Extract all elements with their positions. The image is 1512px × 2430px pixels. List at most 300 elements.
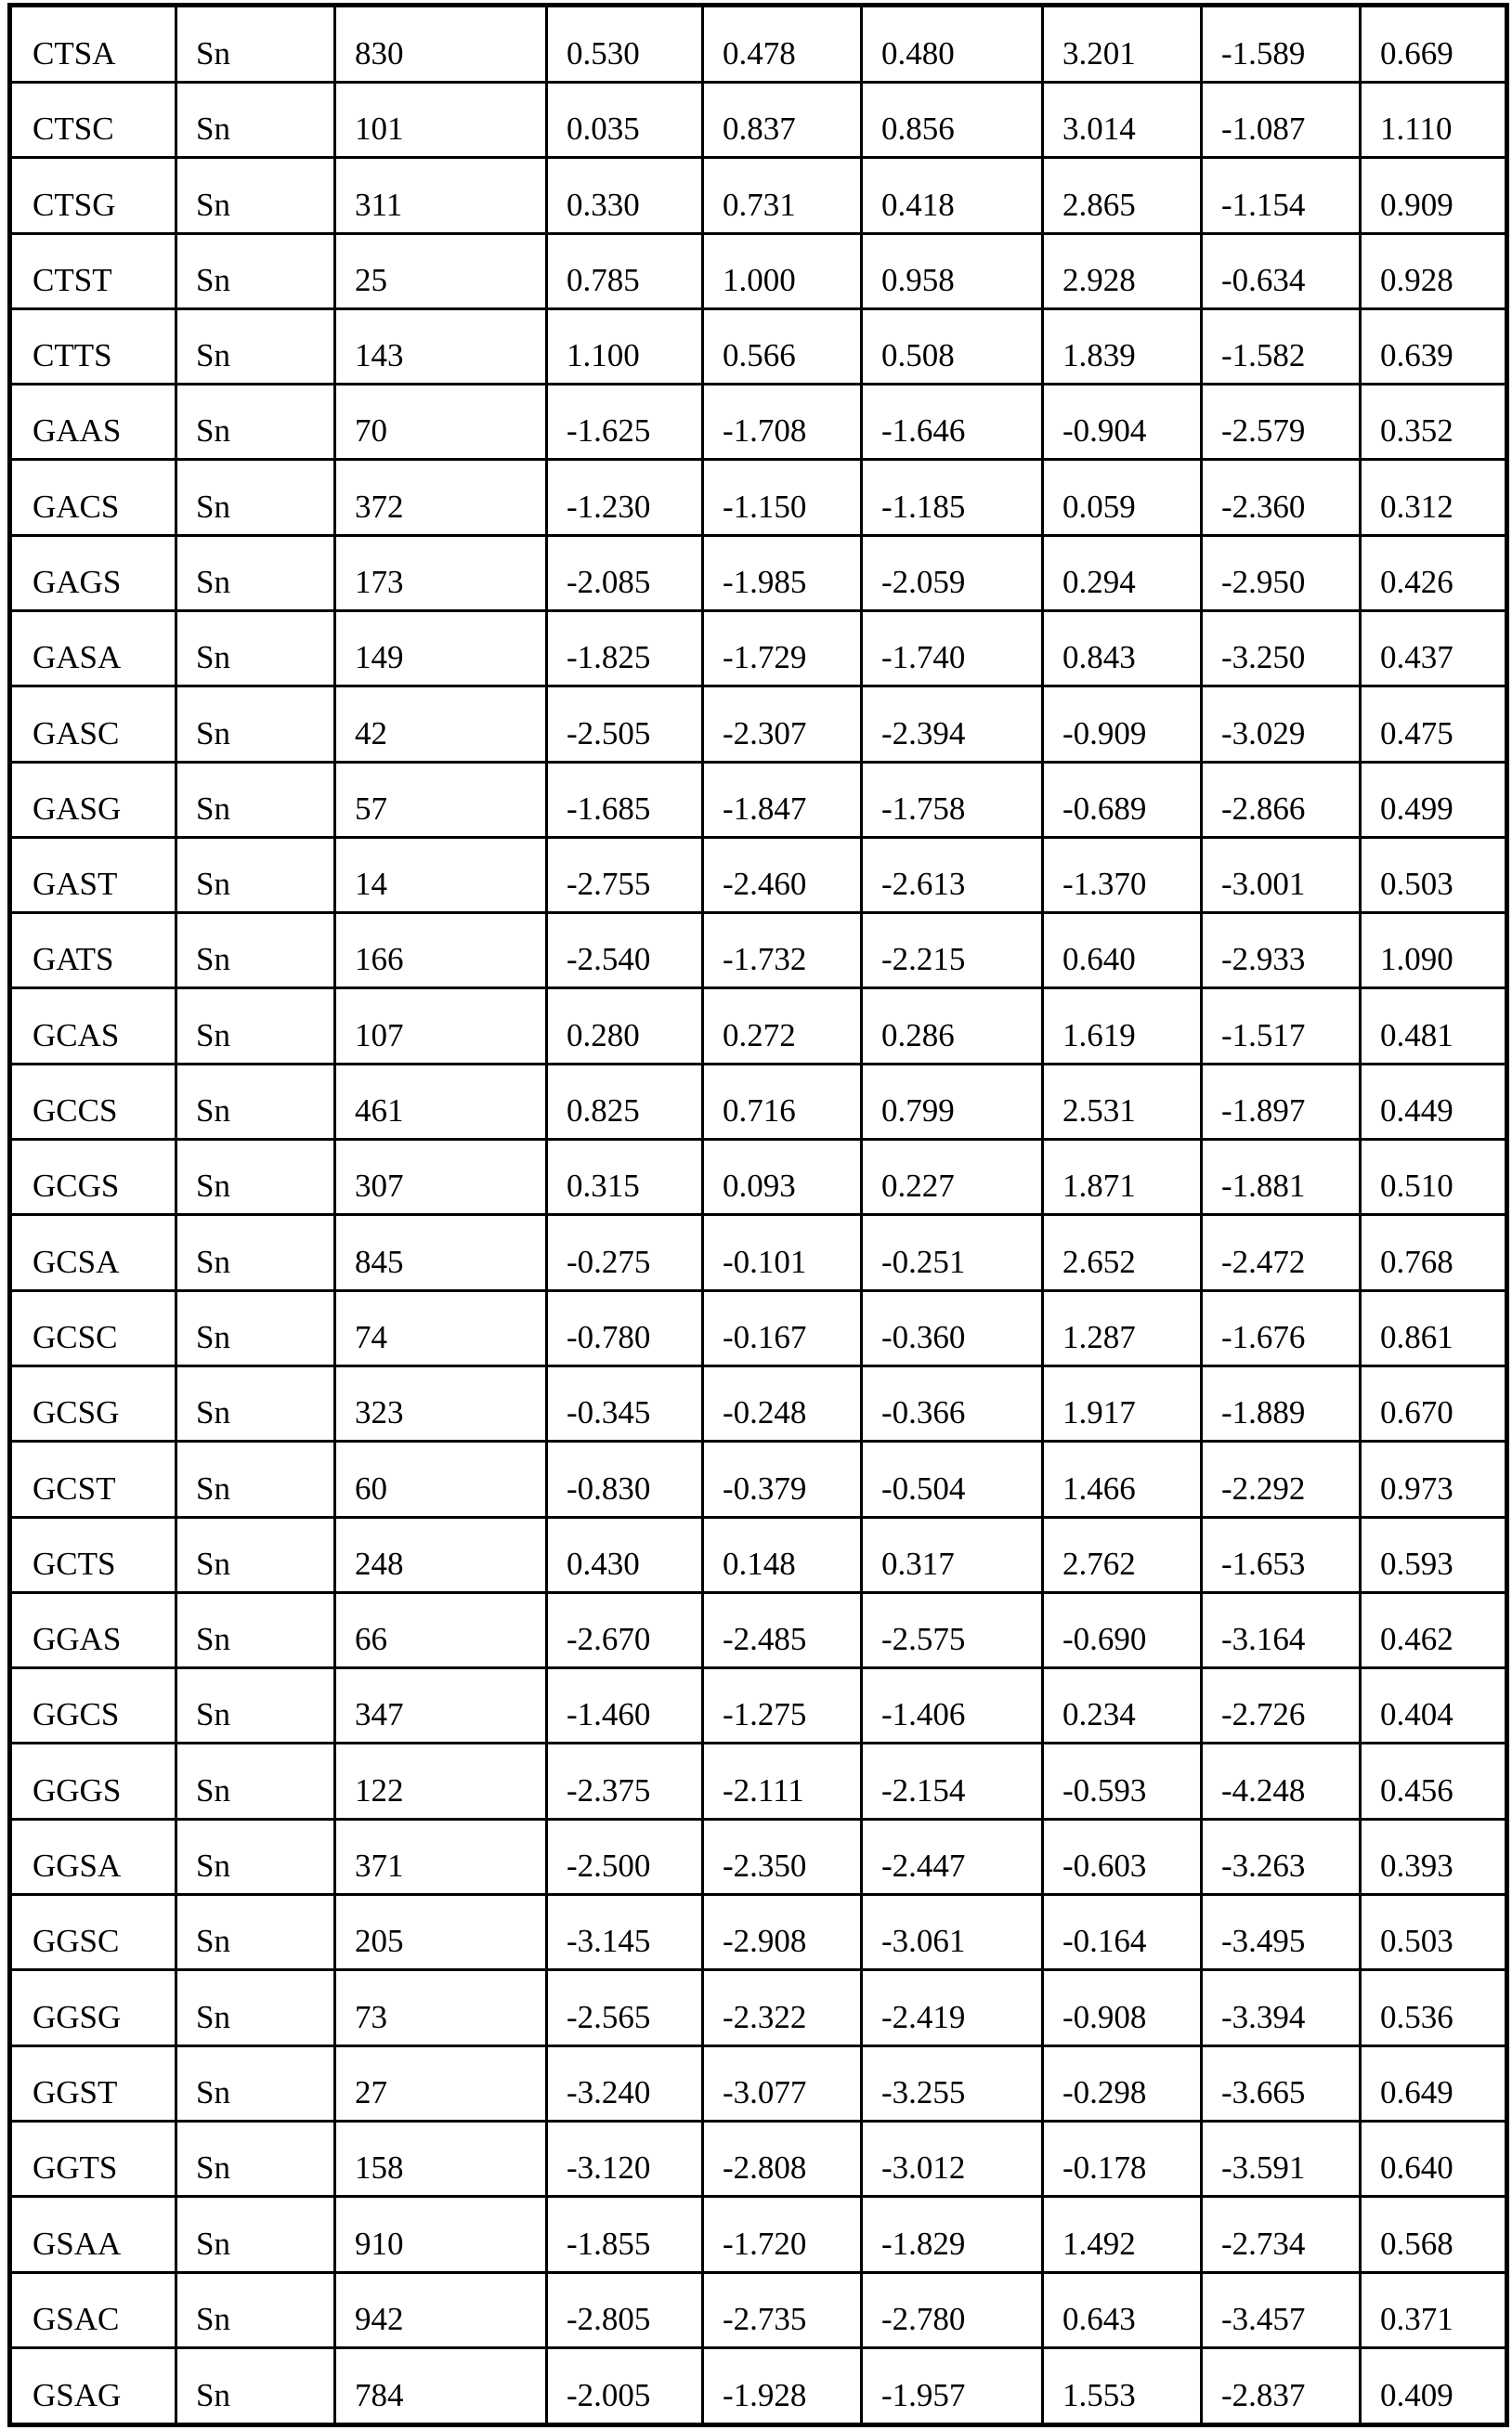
cell: -0.379 bbox=[703, 1442, 862, 1517]
cell: -1.897 bbox=[1202, 1064, 1361, 1139]
cell-code: GASC bbox=[10, 686, 176, 762]
cell: -3.120 bbox=[547, 2121, 703, 2196]
table-row bbox=[10, 2045, 1507, 2121]
cell: 323 bbox=[335, 1365, 547, 1441]
cell: Sn bbox=[176, 535, 335, 610]
cell: Sn bbox=[176, 1895, 335, 1970]
cell: -2.565 bbox=[547, 1970, 703, 2045]
cell: -2.111 bbox=[703, 1744, 862, 1819]
cell: -2.908 bbox=[703, 1895, 862, 1970]
cell: -1.646 bbox=[862, 385, 1043, 460]
cell: 0.227 bbox=[862, 1140, 1043, 1215]
cell: -0.634 bbox=[1202, 233, 1361, 308]
cell: 1.090 bbox=[1361, 913, 1507, 988]
table-row bbox=[10, 385, 1507, 460]
cell: 0.508 bbox=[862, 308, 1043, 384]
cell: -2.579 bbox=[1202, 385, 1361, 460]
cell: 0.371 bbox=[1361, 2272, 1507, 2347]
cell: 372 bbox=[335, 460, 547, 535]
table-row bbox=[10, 1592, 1507, 1667]
cell-code: GACS bbox=[10, 460, 176, 535]
cell: -1.708 bbox=[703, 385, 862, 460]
table-row bbox=[10, 535, 1507, 610]
cell-code: CTSC bbox=[10, 82, 176, 157]
cell: 0.315 bbox=[547, 1140, 703, 1215]
cell: 1.466 bbox=[1043, 1442, 1202, 1517]
cell-code: GCSG bbox=[10, 1365, 176, 1441]
cell: -2.500 bbox=[547, 1819, 703, 1894]
table-row bbox=[10, 1744, 1507, 1819]
cell: -1.406 bbox=[862, 1668, 1043, 1744]
cell: -2.419 bbox=[862, 1970, 1043, 2045]
table-row bbox=[10, 2347, 1507, 2424]
cell: 0.352 bbox=[1361, 385, 1507, 460]
table-row bbox=[10, 686, 1507, 762]
cell-code: GAST bbox=[10, 837, 176, 912]
cell: -0.164 bbox=[1043, 1895, 1202, 1970]
cell: 0.409 bbox=[1361, 2347, 1507, 2424]
cell: Sn bbox=[176, 2045, 335, 2121]
cell-code: GGGS bbox=[10, 1744, 176, 1819]
cell: -2.360 bbox=[1202, 460, 1361, 535]
cell: -1.729 bbox=[703, 611, 862, 686]
cell: -3.077 bbox=[703, 2045, 862, 2121]
cell-code: GCAS bbox=[10, 988, 176, 1064]
cell: 0.426 bbox=[1361, 535, 1507, 610]
cell: 0.785 bbox=[547, 233, 703, 308]
cell: 0.312 bbox=[1361, 460, 1507, 535]
cell-code: GGCS bbox=[10, 1668, 176, 1744]
cell: 0.294 bbox=[1043, 535, 1202, 610]
cell: 0.530 bbox=[547, 6, 703, 83]
cell: -0.593 bbox=[1043, 1744, 1202, 1819]
cell-code: GCTS bbox=[10, 1517, 176, 1592]
table-row bbox=[10, 1819, 1507, 1894]
cell: 60 bbox=[335, 1442, 547, 1517]
cell: 0.272 bbox=[703, 988, 862, 1064]
cell: -1.275 bbox=[703, 1668, 862, 1744]
cell: 1.100 bbox=[547, 308, 703, 384]
cell: Sn bbox=[176, 913, 335, 988]
cell: 1.917 bbox=[1043, 1365, 1202, 1441]
cell: -1.829 bbox=[862, 2197, 1043, 2272]
cell-code: GGAS bbox=[10, 1592, 176, 1667]
cell: 0.393 bbox=[1361, 1819, 1507, 1894]
cell: 0.456 bbox=[1361, 1744, 1507, 1819]
cell: -0.248 bbox=[703, 1365, 862, 1441]
cell: -2.950 bbox=[1202, 535, 1361, 610]
cell: 830 bbox=[335, 6, 547, 83]
cell: 1.619 bbox=[1043, 988, 1202, 1064]
cell: 2.652 bbox=[1043, 1215, 1202, 1290]
cell: -0.366 bbox=[862, 1365, 1043, 1441]
cell: -1.957 bbox=[862, 2347, 1043, 2424]
cell: 0.475 bbox=[1361, 686, 1507, 762]
table-row bbox=[10, 2272, 1507, 2347]
cell: 173 bbox=[335, 535, 547, 610]
cell: -1.087 bbox=[1202, 82, 1361, 157]
cell: -0.904 bbox=[1043, 385, 1202, 460]
cell: -2.540 bbox=[547, 913, 703, 988]
cell: -0.101 bbox=[703, 1215, 862, 1290]
cell: 66 bbox=[335, 1592, 547, 1667]
cell: 1.871 bbox=[1043, 1140, 1202, 1215]
cell: 0.825 bbox=[547, 1064, 703, 1139]
cell: -2.670 bbox=[547, 1592, 703, 1667]
cell: 0.958 bbox=[862, 233, 1043, 308]
table-row bbox=[10, 158, 1507, 233]
cell: 0.909 bbox=[1361, 158, 1507, 233]
cell: -1.154 bbox=[1202, 158, 1361, 233]
cell: 248 bbox=[335, 1517, 547, 1592]
table-row bbox=[10, 1365, 1507, 1441]
cell-code: GGSC bbox=[10, 1895, 176, 1970]
table-row bbox=[10, 233, 1507, 308]
cell: 0.503 bbox=[1361, 1895, 1507, 1970]
table-row bbox=[10, 1517, 1507, 1592]
table-body bbox=[10, 6, 1507, 2425]
cell: 307 bbox=[335, 1140, 547, 1215]
cell: 0.510 bbox=[1361, 1140, 1507, 1215]
cell: 0.856 bbox=[862, 82, 1043, 157]
cell: -2.726 bbox=[1202, 1668, 1361, 1744]
cell: 1.000 bbox=[703, 233, 862, 308]
cell-code: GAGS bbox=[10, 535, 176, 610]
cell: 910 bbox=[335, 2197, 547, 2272]
cell: Sn bbox=[176, 2347, 335, 2424]
cell: -3.591 bbox=[1202, 2121, 1361, 2196]
cell: -1.460 bbox=[547, 1668, 703, 1744]
cell: -2.447 bbox=[862, 1819, 1043, 1894]
cell: 371 bbox=[335, 1819, 547, 1894]
cell: 0.973 bbox=[1361, 1442, 1507, 1517]
cell: 311 bbox=[335, 158, 547, 233]
cell: Sn bbox=[176, 1744, 335, 1819]
cell: 57 bbox=[335, 762, 547, 837]
cell: Sn bbox=[176, 1819, 335, 1894]
cell: Sn bbox=[176, 1442, 335, 1517]
cell: 0.503 bbox=[1361, 837, 1507, 912]
cell: 1.492 bbox=[1043, 2197, 1202, 2272]
cell: Sn bbox=[176, 1365, 335, 1441]
cell: -3.001 bbox=[1202, 837, 1361, 912]
cell: -3.250 bbox=[1202, 611, 1361, 686]
cell-code: GASG bbox=[10, 762, 176, 837]
cell: Sn bbox=[176, 2121, 335, 2196]
cell: 42 bbox=[335, 686, 547, 762]
cell: -1.855 bbox=[547, 2197, 703, 2272]
cell: 0.317 bbox=[862, 1517, 1043, 1592]
cell: 1.839 bbox=[1043, 308, 1202, 384]
cell-code: GSAG bbox=[10, 2347, 176, 2424]
cell: 0.643 bbox=[1043, 2272, 1202, 2347]
cell: 0.640 bbox=[1043, 913, 1202, 988]
cell-code: CTSG bbox=[10, 158, 176, 233]
cell: -1.589 bbox=[1202, 6, 1361, 83]
cell: 942 bbox=[335, 2272, 547, 2347]
cell: 0.330 bbox=[547, 158, 703, 233]
cell: 1.110 bbox=[1361, 82, 1507, 157]
cell-code: GCSA bbox=[10, 1215, 176, 1290]
cell: Sn bbox=[176, 233, 335, 308]
table-row bbox=[10, 460, 1507, 535]
cell: -1.758 bbox=[862, 762, 1043, 837]
cell-code: GCST bbox=[10, 1442, 176, 1517]
cell: 2.865 bbox=[1043, 158, 1202, 233]
cell: -2.734 bbox=[1202, 2197, 1361, 2272]
cell: -2.460 bbox=[703, 837, 862, 912]
cell: 122 bbox=[335, 1744, 547, 1819]
cell: 3.014 bbox=[1043, 82, 1202, 157]
cell: -2.472 bbox=[1202, 1215, 1361, 1290]
cell-code: GGSG bbox=[10, 1970, 176, 2045]
cell: -3.263 bbox=[1202, 1819, 1361, 1894]
cell: -2.292 bbox=[1202, 1442, 1361, 1517]
cell: 347 bbox=[335, 1668, 547, 1744]
cell-code: GATS bbox=[10, 913, 176, 988]
cell: 0.861 bbox=[1361, 1290, 1507, 1365]
cell: -1.370 bbox=[1043, 837, 1202, 912]
cell: 158 bbox=[335, 2121, 547, 2196]
table-row bbox=[10, 837, 1507, 912]
cell: 0.449 bbox=[1361, 1064, 1507, 1139]
cell: 73 bbox=[335, 1970, 547, 2045]
cell: 70 bbox=[335, 385, 547, 460]
cell: -2.394 bbox=[862, 686, 1043, 762]
table-row bbox=[10, 2121, 1507, 2196]
cell: Sn bbox=[176, 1668, 335, 1744]
cell: 2.762 bbox=[1043, 1517, 1202, 1592]
cell: 0.286 bbox=[862, 988, 1043, 1064]
cell-code: GCSC bbox=[10, 1290, 176, 1365]
cell: -1.625 bbox=[547, 385, 703, 460]
cell-code: GGTS bbox=[10, 2121, 176, 2196]
cell: Sn bbox=[176, 1517, 335, 1592]
cell: -2.005 bbox=[547, 2347, 703, 2424]
cell: 0.568 bbox=[1361, 2197, 1507, 2272]
cell: 0.837 bbox=[703, 82, 862, 157]
cell: 2.531 bbox=[1043, 1064, 1202, 1139]
cell: 27 bbox=[335, 2045, 547, 2121]
cell: Sn bbox=[176, 988, 335, 1064]
cell-code: GGSA bbox=[10, 1819, 176, 1894]
cell: Sn bbox=[176, 158, 335, 233]
cell: -1.676 bbox=[1202, 1290, 1361, 1365]
cell-code: CTSA bbox=[10, 6, 176, 83]
cell: -2.375 bbox=[547, 1744, 703, 1819]
cell: 0.478 bbox=[703, 6, 862, 83]
cell: 0.731 bbox=[703, 158, 862, 233]
cell: 0.035 bbox=[547, 82, 703, 157]
cell: -3.495 bbox=[1202, 1895, 1361, 1970]
cell: -2.780 bbox=[862, 2272, 1043, 2347]
cell: -2.933 bbox=[1202, 913, 1361, 988]
cell: Sn bbox=[176, 2272, 335, 2347]
cell: -0.345 bbox=[547, 1365, 703, 1441]
cell: -1.825 bbox=[547, 611, 703, 686]
cell: 205 bbox=[335, 1895, 547, 1970]
cell: -0.167 bbox=[703, 1290, 862, 1365]
cell: 0.437 bbox=[1361, 611, 1507, 686]
cell: 0.928 bbox=[1361, 233, 1507, 308]
table-row bbox=[10, 1290, 1507, 1365]
cell: -0.178 bbox=[1043, 2121, 1202, 2196]
cell: 0.670 bbox=[1361, 1365, 1507, 1441]
cell: 74 bbox=[335, 1290, 547, 1365]
cell: -2.154 bbox=[862, 1744, 1043, 1819]
cell: -3.012 bbox=[862, 2121, 1043, 2196]
cell: -0.504 bbox=[862, 1442, 1043, 1517]
cell: 0.799 bbox=[862, 1064, 1043, 1139]
cell: -0.780 bbox=[547, 1290, 703, 1365]
cell: -1.881 bbox=[1202, 1140, 1361, 1215]
cell: 101 bbox=[335, 82, 547, 157]
table-row bbox=[10, 1442, 1507, 1517]
cell: -2.215 bbox=[862, 913, 1043, 988]
table-row bbox=[10, 913, 1507, 988]
table-row bbox=[10, 1895, 1507, 1970]
cell: Sn bbox=[176, 1970, 335, 2045]
cell: -3.061 bbox=[862, 1895, 1043, 1970]
cell-code: CTTS bbox=[10, 308, 176, 384]
cell: 0.418 bbox=[862, 158, 1043, 233]
cell: 0.640 bbox=[1361, 2121, 1507, 2196]
cell: Sn bbox=[176, 385, 335, 460]
cell: 0.593 bbox=[1361, 1517, 1507, 1592]
cell: -2.755 bbox=[547, 837, 703, 912]
cell: 0.148 bbox=[703, 1517, 862, 1592]
cell: 0.481 bbox=[1361, 988, 1507, 1064]
cell: -2.735 bbox=[703, 2272, 862, 2347]
cell: Sn bbox=[176, 1064, 335, 1139]
cell: -0.689 bbox=[1043, 762, 1202, 837]
cell-code: GAAS bbox=[10, 385, 176, 460]
cell: Sn bbox=[176, 762, 335, 837]
cell: Sn bbox=[176, 1592, 335, 1667]
cell: -3.457 bbox=[1202, 2272, 1361, 2347]
table-row bbox=[10, 82, 1507, 157]
cell: 0.499 bbox=[1361, 762, 1507, 837]
cell: -0.251 bbox=[862, 1215, 1043, 1290]
cell: 149 bbox=[335, 611, 547, 686]
cell: -1.985 bbox=[703, 535, 862, 610]
cell-code: GSAA bbox=[10, 2197, 176, 2272]
table-row bbox=[10, 1215, 1507, 1290]
cell: 0.462 bbox=[1361, 1592, 1507, 1667]
cell: -2.866 bbox=[1202, 762, 1361, 837]
cell: -3.145 bbox=[547, 1895, 703, 1970]
table-row bbox=[10, 2197, 1507, 2272]
cell: -2.307 bbox=[703, 686, 862, 762]
cell: Sn bbox=[176, 2197, 335, 2272]
cell: 461 bbox=[335, 1064, 547, 1139]
cell: 0.669 bbox=[1361, 6, 1507, 83]
cell-code: GCCS bbox=[10, 1064, 176, 1139]
cell: 0.093 bbox=[703, 1140, 862, 1215]
cell: -2.805 bbox=[547, 2272, 703, 2347]
table-row bbox=[10, 611, 1507, 686]
cell: 784 bbox=[335, 2347, 547, 2424]
cell: 3.201 bbox=[1043, 6, 1202, 83]
cell: -0.908 bbox=[1043, 1970, 1202, 2045]
cell: 0.843 bbox=[1043, 611, 1202, 686]
table-row bbox=[10, 308, 1507, 384]
data-table bbox=[7, 3, 1509, 2427]
cell: -2.837 bbox=[1202, 2347, 1361, 2424]
cell: Sn bbox=[176, 1290, 335, 1365]
cell: -2.613 bbox=[862, 837, 1043, 912]
cell: -1.847 bbox=[703, 762, 862, 837]
cell: -0.909 bbox=[1043, 686, 1202, 762]
cell: -3.029 bbox=[1202, 686, 1361, 762]
table-row bbox=[10, 6, 1507, 83]
cell: 0.649 bbox=[1361, 2045, 1507, 2121]
cell: 1.553 bbox=[1043, 2347, 1202, 2424]
cell: 1.287 bbox=[1043, 1290, 1202, 1365]
cell: -1.582 bbox=[1202, 308, 1361, 384]
cell: -1.889 bbox=[1202, 1365, 1361, 1441]
cell: 845 bbox=[335, 1215, 547, 1290]
cell: -2.322 bbox=[703, 1970, 862, 2045]
cell: -1.685 bbox=[547, 762, 703, 837]
cell: -0.830 bbox=[547, 1442, 703, 1517]
cell: Sn bbox=[176, 1140, 335, 1215]
cell: -3.240 bbox=[547, 2045, 703, 2121]
cell: Sn bbox=[176, 1215, 335, 1290]
cell: 25 bbox=[335, 233, 547, 308]
cell: 0.480 bbox=[862, 6, 1043, 83]
cell: -1.732 bbox=[703, 913, 862, 988]
cell: 2.928 bbox=[1043, 233, 1202, 308]
cell: 0.566 bbox=[703, 308, 862, 384]
table-row bbox=[10, 988, 1507, 1064]
cell: -2.485 bbox=[703, 1592, 862, 1667]
cell: -0.690 bbox=[1043, 1592, 1202, 1667]
cell: 107 bbox=[335, 988, 547, 1064]
cell: 14 bbox=[335, 837, 547, 912]
cell: 166 bbox=[335, 913, 547, 988]
cell-code: GCGS bbox=[10, 1140, 176, 1215]
cell: -1.517 bbox=[1202, 988, 1361, 1064]
cell: -3.665 bbox=[1202, 2045, 1361, 2121]
cell: -1.720 bbox=[703, 2197, 862, 2272]
table-row bbox=[10, 1668, 1507, 1744]
cell: 0.639 bbox=[1361, 308, 1507, 384]
cell: -3.394 bbox=[1202, 1970, 1361, 2045]
cell: -2.350 bbox=[703, 1819, 862, 1894]
cell: -2.059 bbox=[862, 535, 1043, 610]
cell: Sn bbox=[176, 686, 335, 762]
cell: -1.928 bbox=[703, 2347, 862, 2424]
cell: Sn bbox=[176, 82, 335, 157]
cell: -3.164 bbox=[1202, 1592, 1361, 1667]
cell: -1.150 bbox=[703, 460, 862, 535]
cell: -2.085 bbox=[547, 535, 703, 610]
cell: -1.230 bbox=[547, 460, 703, 535]
table-row bbox=[10, 1970, 1507, 2045]
table-row bbox=[10, 762, 1507, 837]
cell: -1.653 bbox=[1202, 1517, 1361, 1592]
cell: -0.275 bbox=[547, 1215, 703, 1290]
cell-code: GGST bbox=[10, 2045, 176, 2121]
cell-code: GSAC bbox=[10, 2272, 176, 2347]
cell: 0.768 bbox=[1361, 1215, 1507, 1290]
cell: 0.280 bbox=[547, 988, 703, 1064]
cell: 0.716 bbox=[703, 1064, 862, 1139]
cell: -2.808 bbox=[703, 2121, 862, 2196]
cell: 0.404 bbox=[1361, 1668, 1507, 1744]
table-row bbox=[10, 1064, 1507, 1139]
